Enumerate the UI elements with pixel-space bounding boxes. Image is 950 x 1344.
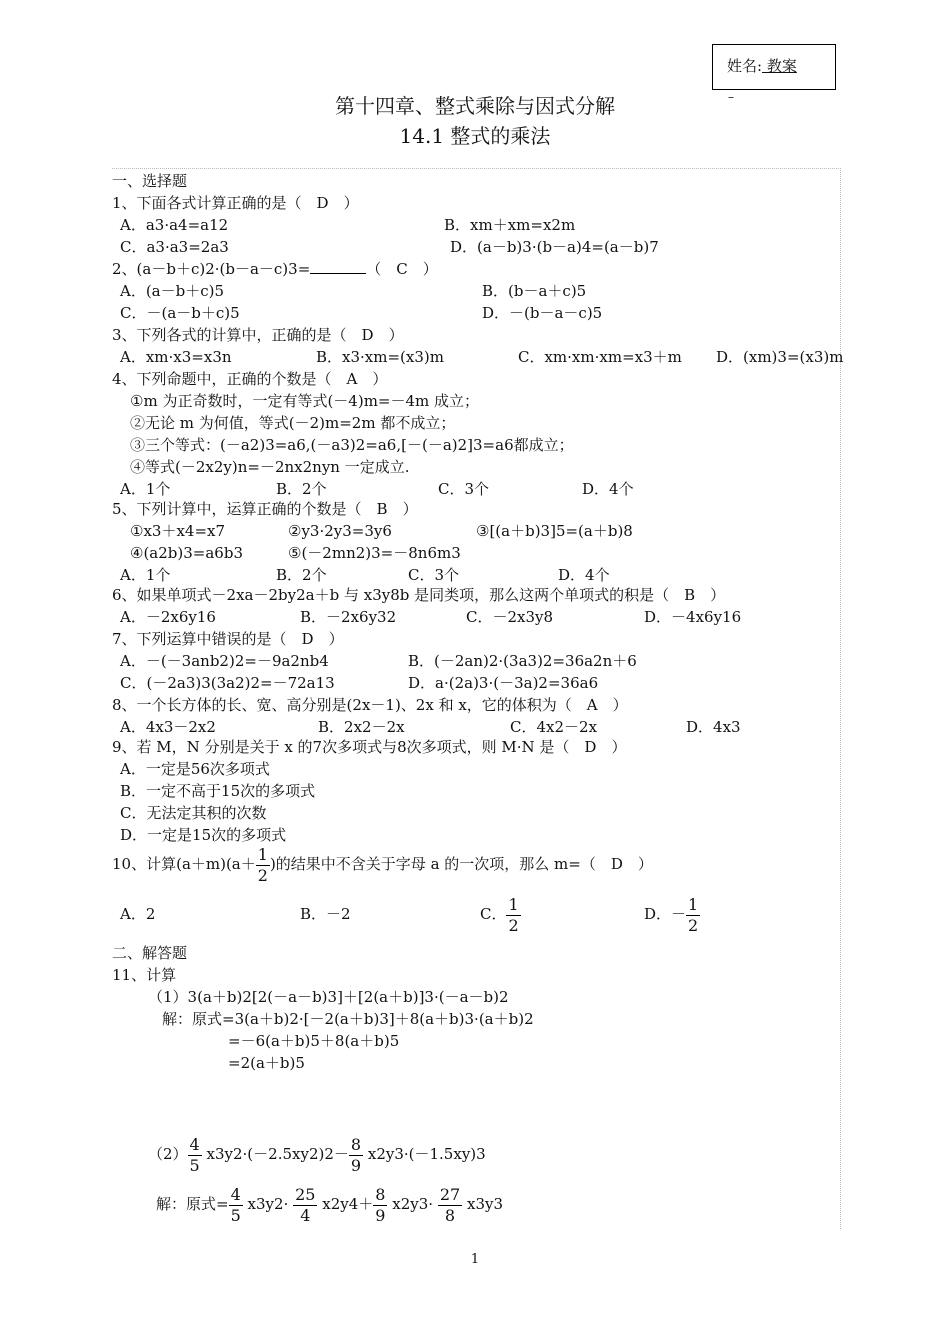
section-title: 14.1 整式的乘法	[399, 124, 551, 148]
question-1: 1、下面各式计算正确的是（ D ）	[112, 194, 359, 212]
q1-option-a: A．a3·a4=a12	[120, 216, 229, 234]
problem-2-term-2: x2y3·(－1.5xy)3	[367, 1145, 486, 1163]
answer-blank	[310, 259, 366, 274]
fraction-four-fifths	[188, 1135, 202, 1176]
numerator: 1	[688, 894, 699, 914]
solution-term-3: x2y3·	[392, 1195, 434, 1213]
q10-option-d	[644, 891, 700, 937]
q3-option-a: A．xm·x3=x3n	[120, 348, 232, 366]
name-label-row	[727, 55, 797, 76]
denominator: 2	[508, 915, 519, 935]
question-6: 6、如果单项式－2xa－2by2a＋b 与 x3y8b 是同类项，那么这两个单项式的积是（ B ）	[112, 586, 726, 604]
q5-item-2: ②y3·2y3=3y6	[288, 522, 392, 540]
page-number: 1	[470, 1252, 480, 1267]
question-7: 7、下列运算中错误的是（ D ）	[112, 630, 344, 648]
question-11: 11、计算	[112, 966, 177, 984]
denominator: 2	[688, 915, 699, 935]
problem-1-step-1: 解：原式=3(a＋b)2·[－2(a＋b)3]＋8(a＋b)3·(a＋b)2	[162, 1010, 534, 1028]
question-5: 5、下列计算中，运算正确的个数是（ B ）	[112, 500, 418, 518]
q4-statement-1: ①m 为正奇数时，一定有等式(－4)m=－4m 成立；	[130, 392, 480, 410]
numerator: 27	[439, 1184, 461, 1204]
q5-option-d: D．4个	[558, 566, 610, 584]
problem-2-label: （2）	[148, 1145, 188, 1163]
question-3: 3、下列各式的计算中，正确的是（ D ）	[112, 326, 404, 344]
q4-option-b: B．2个	[276, 480, 327, 498]
name-label: 姓名:	[727, 57, 763, 75]
q5-item-4: ④(a2b)3=a6b3	[130, 544, 243, 562]
fraction-eight-ninths	[349, 1135, 363, 1176]
q5-option-c: C．3个	[408, 566, 460, 584]
problem-1-step-2: =－6(a＋b)5＋8(a＋b)5	[228, 1032, 400, 1050]
problem-1: （1）3(a＋b)2[2(－a－b)3]＋[2(a＋b)]3·(－a－b)2	[148, 988, 509, 1006]
denominator: 9	[350, 1155, 362, 1175]
q1-option-b: B．xm＋xm=x2m	[444, 216, 576, 234]
numerator: 4	[189, 1134, 200, 1154]
q7-option-a: A．－(－3anb2)2=－9a2nb4	[120, 652, 329, 670]
numerator: 4	[230, 1184, 241, 1204]
q8-option-c: C．4x2－2x	[510, 718, 598, 736]
q9-option-b: B．一定不高于15次的多项式	[120, 782, 316, 800]
solution-label: 解：原式=	[156, 1195, 229, 1213]
q4-option-a: A．1个	[120, 480, 171, 498]
q5-option-a: A．1个	[120, 566, 171, 584]
section-heading-solve: 二、解答题	[112, 944, 188, 962]
fraction-one-half	[686, 895, 700, 936]
q7-option-d: D．a·(2a)3·(－3a)2=36a6	[408, 674, 599, 692]
problem-2-term-1: x3y2·(－2.5xy2)2－	[206, 1145, 349, 1163]
problem-1-step-3: =2(a＋b)5	[228, 1054, 305, 1072]
q8-option-d: D．4x3	[686, 718, 741, 736]
q6-option-b: B．－2x6y32	[300, 608, 397, 626]
q10-text-end: )的结果中不含关于字母 a 的一次项，那么 m=（ D ）	[269, 855, 653, 873]
q3-option-d: D．(xm)3=(x3)m	[716, 348, 844, 366]
question-9: 9、若 M，N 分别是关于 x 的7次多项式与8次多项式，则 M·N 是（ D ）	[112, 738, 627, 756]
fraction-twentyfive-fourths	[293, 1185, 317, 1226]
q10-option-c	[480, 891, 521, 937]
q10-option-b: B．－2	[300, 905, 351, 923]
q7-option-c: C．(－2a3)3(3a2)2=－72a13	[120, 674, 335, 692]
fraction-one-half	[506, 895, 520, 936]
q6-option-a: A．－2x6y16	[120, 608, 216, 626]
q10-option-c-label: C．	[480, 905, 507, 923]
chapter-title: 第十四章、整式乘除与因式分解	[335, 94, 615, 118]
q7-option-b: B．(－2an)2·(3a3)2=36a2n＋6	[408, 652, 637, 670]
denominator: 2	[257, 865, 268, 885]
q2-text: 2、(a－b＋c)2·(b－a－c)3=	[112, 260, 311, 278]
q8-option-b: B．2x2－2x	[318, 718, 405, 736]
q10-option-d-label: D．－	[644, 905, 687, 923]
q2-option-b: B．(b－a＋c)5	[482, 282, 587, 300]
q9-option-d: D．一定是15次的多项式	[120, 826, 287, 844]
solution-term-2: x2y4＋	[322, 1195, 374, 1213]
q10-option-a: A．2	[120, 905, 156, 923]
q1-option-d: D．(a－b)3·(b－a)4=(a－b)7	[450, 238, 659, 256]
q4-statement-3: ③三个等式：(－a2)3=a6,(－a3)2=a6,[－(－a)2]3=a6都成立；	[130, 436, 574, 454]
denominator: 9	[375, 1205, 386, 1225]
q4-option-c: C．3个	[438, 480, 490, 498]
solution-term-4: x3y3	[466, 1195, 504, 1213]
q3-option-c: C．xm·xm·xm=x3＋m	[518, 348, 682, 366]
q2-option-d: D．－(b－a－c)5	[482, 304, 603, 322]
fraction-twentyseven-eighths	[438, 1185, 462, 1226]
q6-option-c: C．－2x3y8	[466, 608, 554, 626]
denominator: 5	[230, 1205, 241, 1225]
question-8: 8、一个长方体的长、宽、高分别是(2x－1)、2x 和 x，它的体积为（ A ）	[112, 696, 628, 714]
q5-item-5: ⑤(－2mn2)3=－8n6m3	[288, 544, 461, 562]
q5-option-b: B．2个	[276, 566, 327, 584]
q9-option-a: A．一定是56次多项式	[120, 760, 270, 778]
name-value: 教案	[762, 57, 797, 75]
numerator: 8	[375, 1184, 386, 1204]
fraction-one-half	[256, 845, 270, 886]
q1-option-c: C．a3·a3=2a3	[120, 238, 229, 256]
question-4: 4、下列命题中，正确的个数是（ A ）	[112, 370, 388, 388]
q8-option-a: A．4x3－2x2	[120, 718, 216, 736]
q2-option-a: A．(a－b＋c)5	[120, 282, 225, 300]
numerator: 1	[508, 894, 519, 914]
question-2	[112, 259, 438, 279]
q9-option-c: C．无法定其积的次数	[120, 804, 267, 822]
denominator: 5	[189, 1155, 200, 1175]
solution-term-1: x3y2·	[247, 1195, 289, 1213]
q4-statement-4: ④等式(－2x2y)n=－2nx2nyn 一定成立.	[130, 458, 410, 476]
section-heading-choice: 一、选择题	[112, 172, 188, 190]
worksheet-body	[112, 168, 844, 1229]
q10-text-start: 10、计算(a＋m)(a＋	[112, 855, 256, 873]
name-box	[712, 44, 836, 90]
problem-2	[148, 1131, 486, 1177]
q2-answer: （ C ）	[366, 260, 438, 278]
name-box-dash: –	[728, 90, 734, 104]
fraction-four-fifths	[229, 1185, 243, 1226]
q6-option-d: D．－4x6y16	[644, 608, 742, 626]
fraction-eight-ninths	[373, 1185, 387, 1226]
denominator: 8	[444, 1205, 456, 1225]
q5-item-1: ①x3＋x4=x7	[130, 522, 226, 540]
q4-statement-2: ②无论 m 为何值，等式(－2)m=2m 都不成立；	[130, 414, 456, 432]
q2-option-c: C．－(a－b＋c)5	[120, 304, 240, 322]
numerator: 1	[257, 844, 268, 864]
numerator: 8	[350, 1134, 362, 1154]
question-10	[112, 841, 653, 887]
numerator: 25	[295, 1184, 316, 1204]
problem-2-solution	[156, 1181, 503, 1227]
denominator: 4	[300, 1205, 311, 1225]
q5-item-3: ③[(a＋b)3]5=(a＋b)8	[476, 522, 633, 540]
q4-option-d: D．4个	[582, 480, 634, 498]
q3-option-b: B．x3·xm=(x3)m	[316, 348, 444, 366]
